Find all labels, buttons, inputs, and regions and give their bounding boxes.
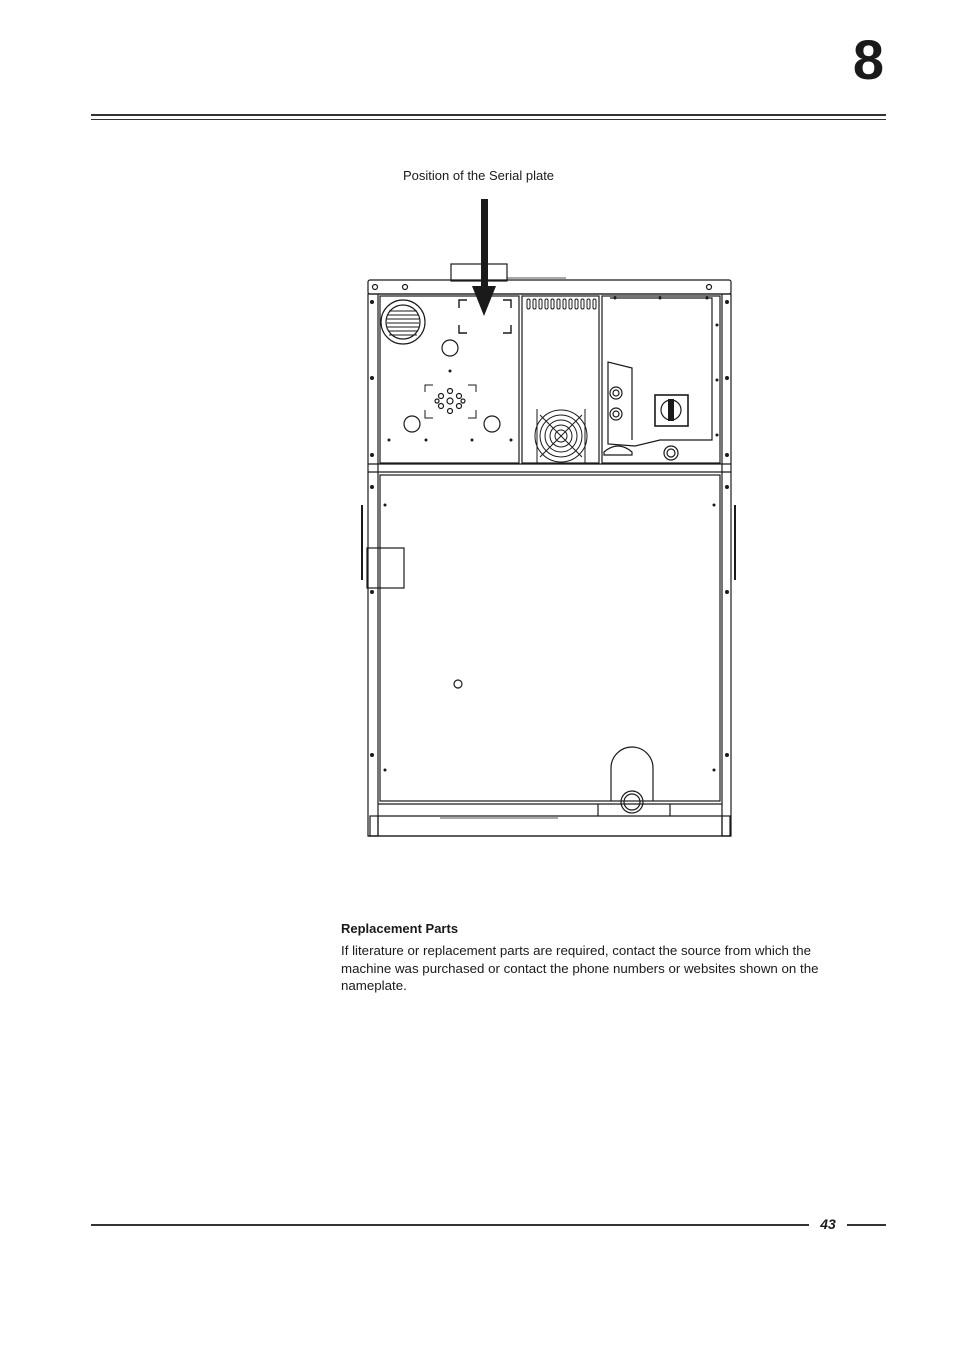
chapter-number: 8 — [852, 28, 884, 91]
footer-rule — [91, 1224, 809, 1226]
arrow-down-icon — [472, 199, 496, 316]
footer-rule-end — [847, 1224, 886, 1226]
replacement-parts-section — [341, 921, 861, 995]
page-number: 43 — [820, 1216, 836, 1232]
section-heading: Replacement Parts — [341, 921, 459, 936]
section-body: If literature or replacement parts are required, contact the source from which the machine was purchased or contact the phone numbers or websites shown on the nameplate. — [341, 943, 819, 993]
figure-caption: Position of the Serial plate — [403, 168, 555, 183]
